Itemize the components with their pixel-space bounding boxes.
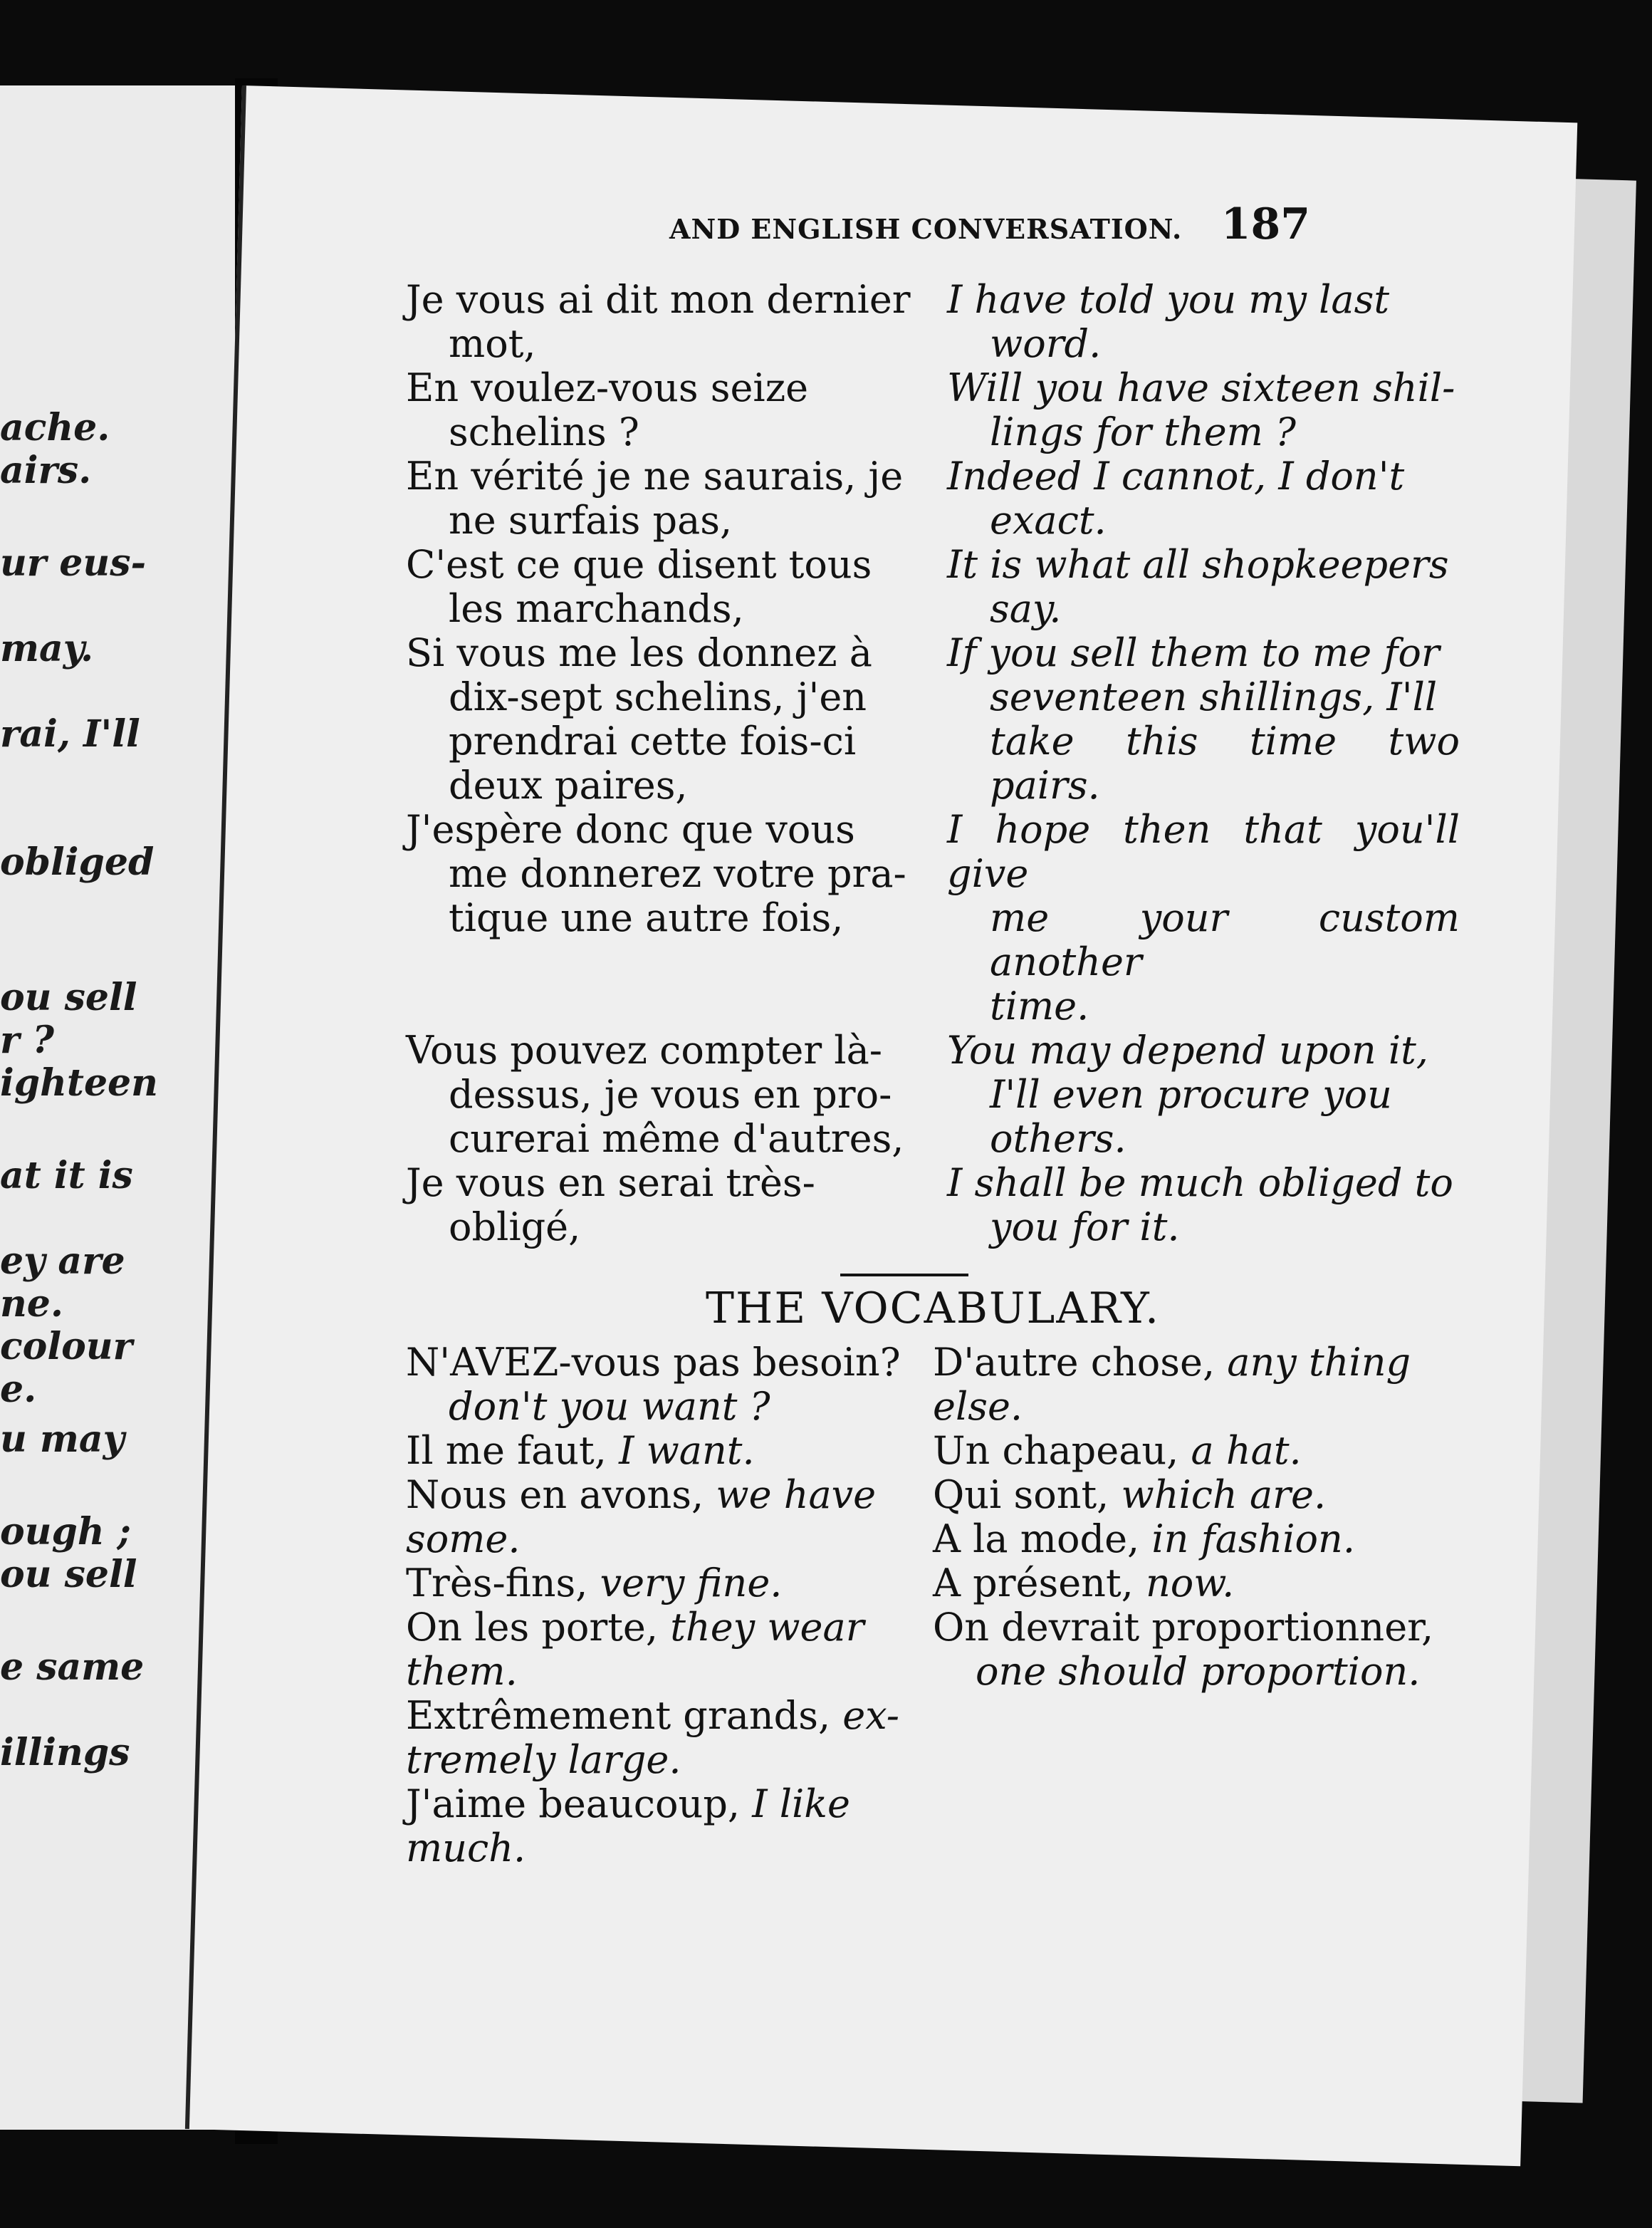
text-line: It is what all shopkeepers [947,542,1449,587]
text-line: seventeen shillings, I'll [990,675,1438,719]
text-line: word. [990,321,1102,366]
text-line: say. [990,586,1062,631]
english-term: they wear them. [406,1605,864,1694]
text-line: Je vous ai dit mon dernier [406,277,911,322]
english-term: don't you want ? [449,1384,770,1429]
text-line: deux paires, [449,763,688,808]
dialogue-row [406,1029,1460,1161]
english-text [947,1161,1460,1249]
dialogue-row [406,278,1460,366]
french-term: D'autre chose, [933,1340,1216,1385]
vocabulary-entry [406,1341,911,1429]
english-term: one should proportion. [976,1649,1421,1694]
text-line: En vérité je ne saurais, je [406,454,904,499]
french-term: Extrêmement grands, [406,1693,831,1738]
vocabulary-entry [933,1341,1438,1429]
vocabulary-list [406,1341,1460,1870]
vocabulary-entry [933,1429,1438,1473]
text-line: you for it. [990,1204,1180,1249]
text-line: obligé, [449,1204,581,1249]
french-text [406,278,947,366]
text-line: ne surfais pas, [449,498,733,543]
fragment-text: u may [0,1417,125,1461]
vocabulary-entry [406,1782,911,1870]
text-line: En voulez-vous seize [406,365,809,410]
vocabulary-column-right [933,1341,1460,1870]
fragment-text: ou sell [0,976,137,1019]
french-term: Très-fins, [406,1561,588,1605]
section-divider [840,1274,968,1276]
english-term: ex- tremely large. [406,1693,899,1782]
fragment-text: r ? [0,1019,54,1062]
vocabulary-entry [933,1561,1438,1605]
french-text [406,1161,947,1249]
fragment-text: rai, I'll [0,712,140,756]
french-text [406,366,947,454]
french-term: On les porte, [406,1605,659,1650]
english-term: I want. [619,1428,755,1473]
english-term: a hat. [1191,1428,1302,1473]
text-line: Je vous en serai très- [406,1160,815,1205]
english-term: which are. [1121,1472,1327,1517]
text-line: me your custom another [990,895,1460,984]
dialogue-row [406,631,1460,808]
text-line: exact. [990,498,1107,543]
vocabulary-entry [933,1605,1438,1694]
text-line: C'est ce que disent tous [406,542,872,587]
text-line: prendrai cette fois-ci [449,719,857,764]
french-text [406,808,947,1029]
english-term: we have some. [406,1472,877,1561]
english-term: now. [1145,1561,1235,1605]
fragment-text: ough ; [0,1510,131,1553]
fragment-text: ey are [0,1239,125,1283]
english-term: in fashion. [1151,1516,1355,1561]
english-text [947,366,1460,454]
page-number: 187 [1220,199,1310,249]
text-line: schelins ? [449,410,639,454]
vocabulary-entry [933,1473,1438,1517]
text-line: Indeed I cannot, I don't [947,454,1405,499]
vocabulary-title: THE VOCABULARY. [705,1284,1161,1333]
fragment-text: ne. [0,1282,63,1326]
english-term: any thing else. [933,1340,1411,1429]
vocabulary-entry [406,1429,911,1473]
french-term: Un chapeau, [933,1428,1179,1473]
english-term: very fine. [600,1561,783,1605]
text-line: dessus, je vous en pro- [449,1072,892,1117]
text-line: You may depend upon it, [947,1028,1428,1073]
french-text [406,631,947,808]
vocabulary-column-left [406,1341,933,1870]
text-line: I'll even procure you [990,1072,1392,1117]
fragment-text: ur eus- [0,541,147,585]
fragment-text: illings [0,1731,130,1774]
text-line: curerai même d'autres, [449,1116,904,1161]
fragment-text: obliged [0,840,155,884]
text-line: me donnerez votre pra- [449,851,906,896]
text-line: dix-sept schelins, j'en [449,675,867,719]
english-text [947,808,1460,1029]
french-term: Nous en avons, [406,1472,704,1517]
text-line: tique une autre fois, [449,895,844,940]
fragment-text: at it is [0,1154,133,1197]
french-text [406,543,947,631]
dialogue-row [406,454,1460,543]
text-line: time. [990,984,1089,1029]
french-text [406,1029,947,1161]
text-line: I hope then that you'll give [947,807,1460,896]
text-line: take this time two pairs. [990,719,1460,808]
vocabulary-entry [406,1605,911,1694]
text-line: J'espère donc que vous [406,807,855,852]
fragment-text: e same [0,1645,145,1689]
running-head [420,199,1310,249]
text-line: mot, [449,321,536,366]
text-line: I have told you my last [947,277,1390,322]
french-term: N'AVEZ-vous pas besoin? [406,1340,901,1385]
french-term: Il me faut, [406,1428,607,1473]
english-text [947,1029,1460,1161]
fragment-text: ache. [0,406,110,449]
fragment-text: may. [0,627,94,670]
english-text [947,454,1460,543]
french-term: On devrait proportionner, [933,1605,1434,1650]
fragment-text: ou sell [0,1553,137,1596]
dialogue-row [406,366,1460,454]
dialogue-row [406,1161,1460,1249]
text-line: Will you have sixteen shil- [947,365,1455,410]
fragment-text: e. [0,1368,37,1411]
fragment-text: ighteen [0,1061,158,1105]
vocabulary-entry [933,1517,1438,1561]
dialogue-row [406,808,1460,1029]
text-line: others. [990,1116,1126,1161]
vocabulary-entry [406,1694,911,1782]
text-line: If you sell them to me for [947,630,1440,675]
dialogue-section [406,278,1460,1870]
text-line: les marchands, [449,586,744,631]
text-line: I shall be much obliged to [947,1160,1453,1205]
french-term: A présent, [933,1561,1134,1605]
french-term: A la mode, [933,1516,1140,1561]
french-text [406,454,947,543]
text-line: lings for them ? [990,410,1296,454]
text-line: Si vous me les donnez à [406,630,872,675]
fragment-text: colour [0,1325,132,1368]
text-line: Vous pouvez compter là- [406,1028,883,1073]
french-term: Qui sont, [933,1472,1109,1517]
fragment-text: airs. [0,449,92,492]
vocabulary-entry [406,1561,911,1605]
english-text [947,543,1460,631]
dialogue-row [406,543,1460,631]
english-term: I like much. [406,1781,850,1870]
french-term: J'aime beaucoup, [406,1781,741,1826]
english-text [947,631,1460,808]
english-text [947,278,1460,366]
running-head-title: AND ENGLISH CONVERSATION. [669,213,1183,245]
vocabulary-entry [406,1473,911,1561]
